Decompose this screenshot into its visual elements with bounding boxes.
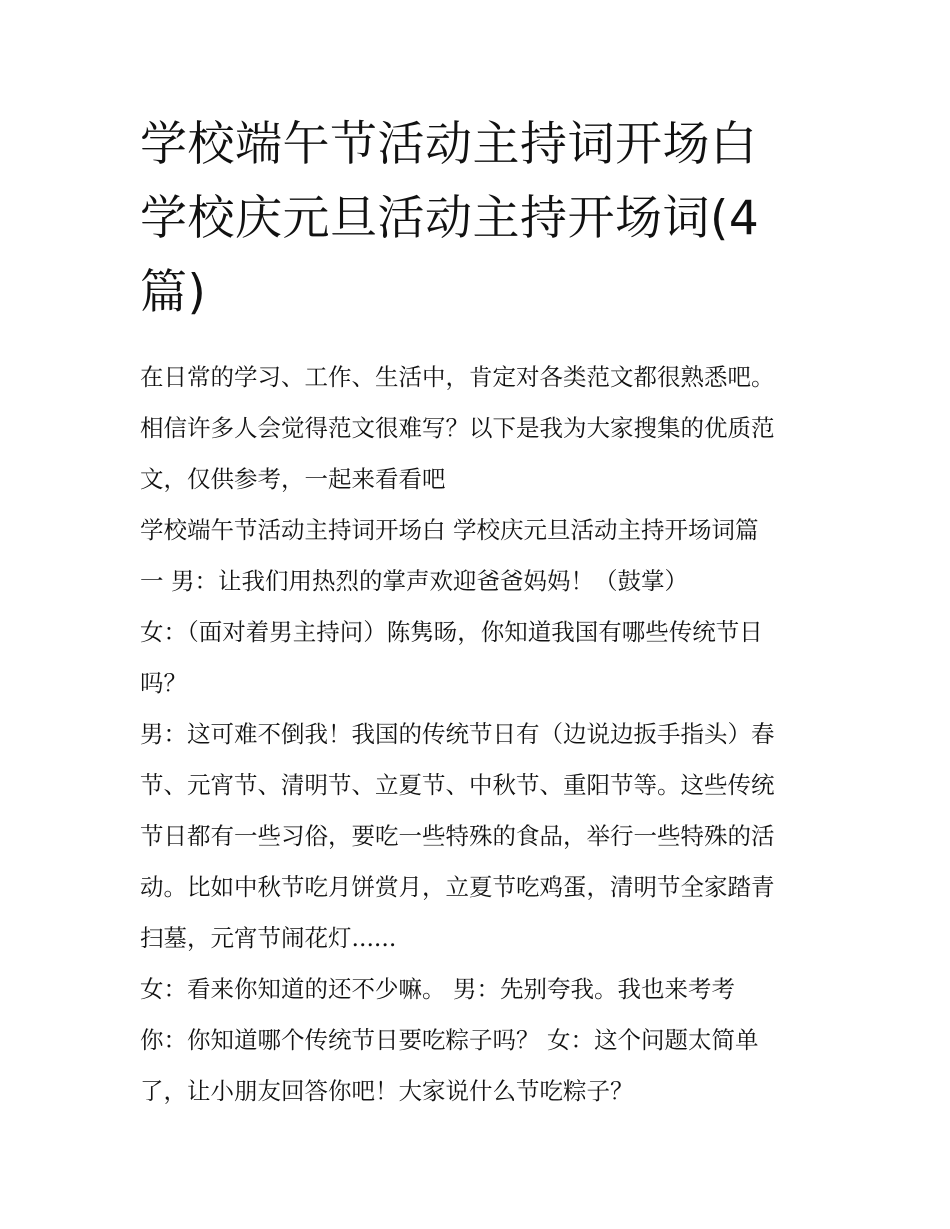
- body-line: 女：（面对着男主持问）陈隽旸，你知道我国有哪些传统节日: [140, 618, 763, 646]
- title-line: 学校庆元旦活动主持开场词(4: [140, 191, 760, 246]
- body-line: 节、元宵节、清明节、立夏节、中秋节、重阳节等。这些传统: [140, 771, 775, 799]
- body-line: 男：这可难不倒我！我国的传统节日有（边说边扳手指头）春: [140, 720, 775, 748]
- body-line: 相信许多人会觉得范文很难写？以下是我为大家搜集的优质范: [140, 414, 775, 442]
- document-title: [140, 108, 820, 330]
- body-line: 了，让小朋友回答你吧！大家说什么节吃粽子？: [140, 1077, 634, 1105]
- body-line: 节日都有一些习俗，要吃一些特殊的食品，举行一些特殊的活: [140, 822, 775, 850]
- body-line: 一 男：让我们用热烈的掌声欢迎爸爸妈妈！（鼓掌）: [140, 567, 688, 595]
- body-line: 在日常的学习、工作、生活中，肯定对各类范文都很熟悉吧。: [140, 363, 775, 391]
- body-line: 女：看来你知道的还不少嘛。 男：先别夸我。我也来考考: [140, 975, 735, 1003]
- body-line: 扫墓，元宵节闹花灯......: [140, 924, 397, 952]
- body-line: 动。比如中秋节吃月饼赏月，立夏节吃鸡蛋，清明节全家踏青: [140, 873, 775, 901]
- title-line: 篇): [140, 265, 207, 320]
- body-line: 文，仅供参考，一起来看看吧: [140, 465, 446, 493]
- body-line: 吗？: [140, 669, 187, 697]
- body-line: 你：你知道哪个传统节日要吃粽子吗？ 女：这个问题太简单: [140, 1026, 759, 1054]
- document-body: [140, 352, 820, 1117]
- body-line: 学校端午节活动主持词开场白 学校庆元旦活动主持开场词篇: [140, 516, 759, 544]
- title-line: 学校端午节活动主持词开场白: [140, 117, 758, 172]
